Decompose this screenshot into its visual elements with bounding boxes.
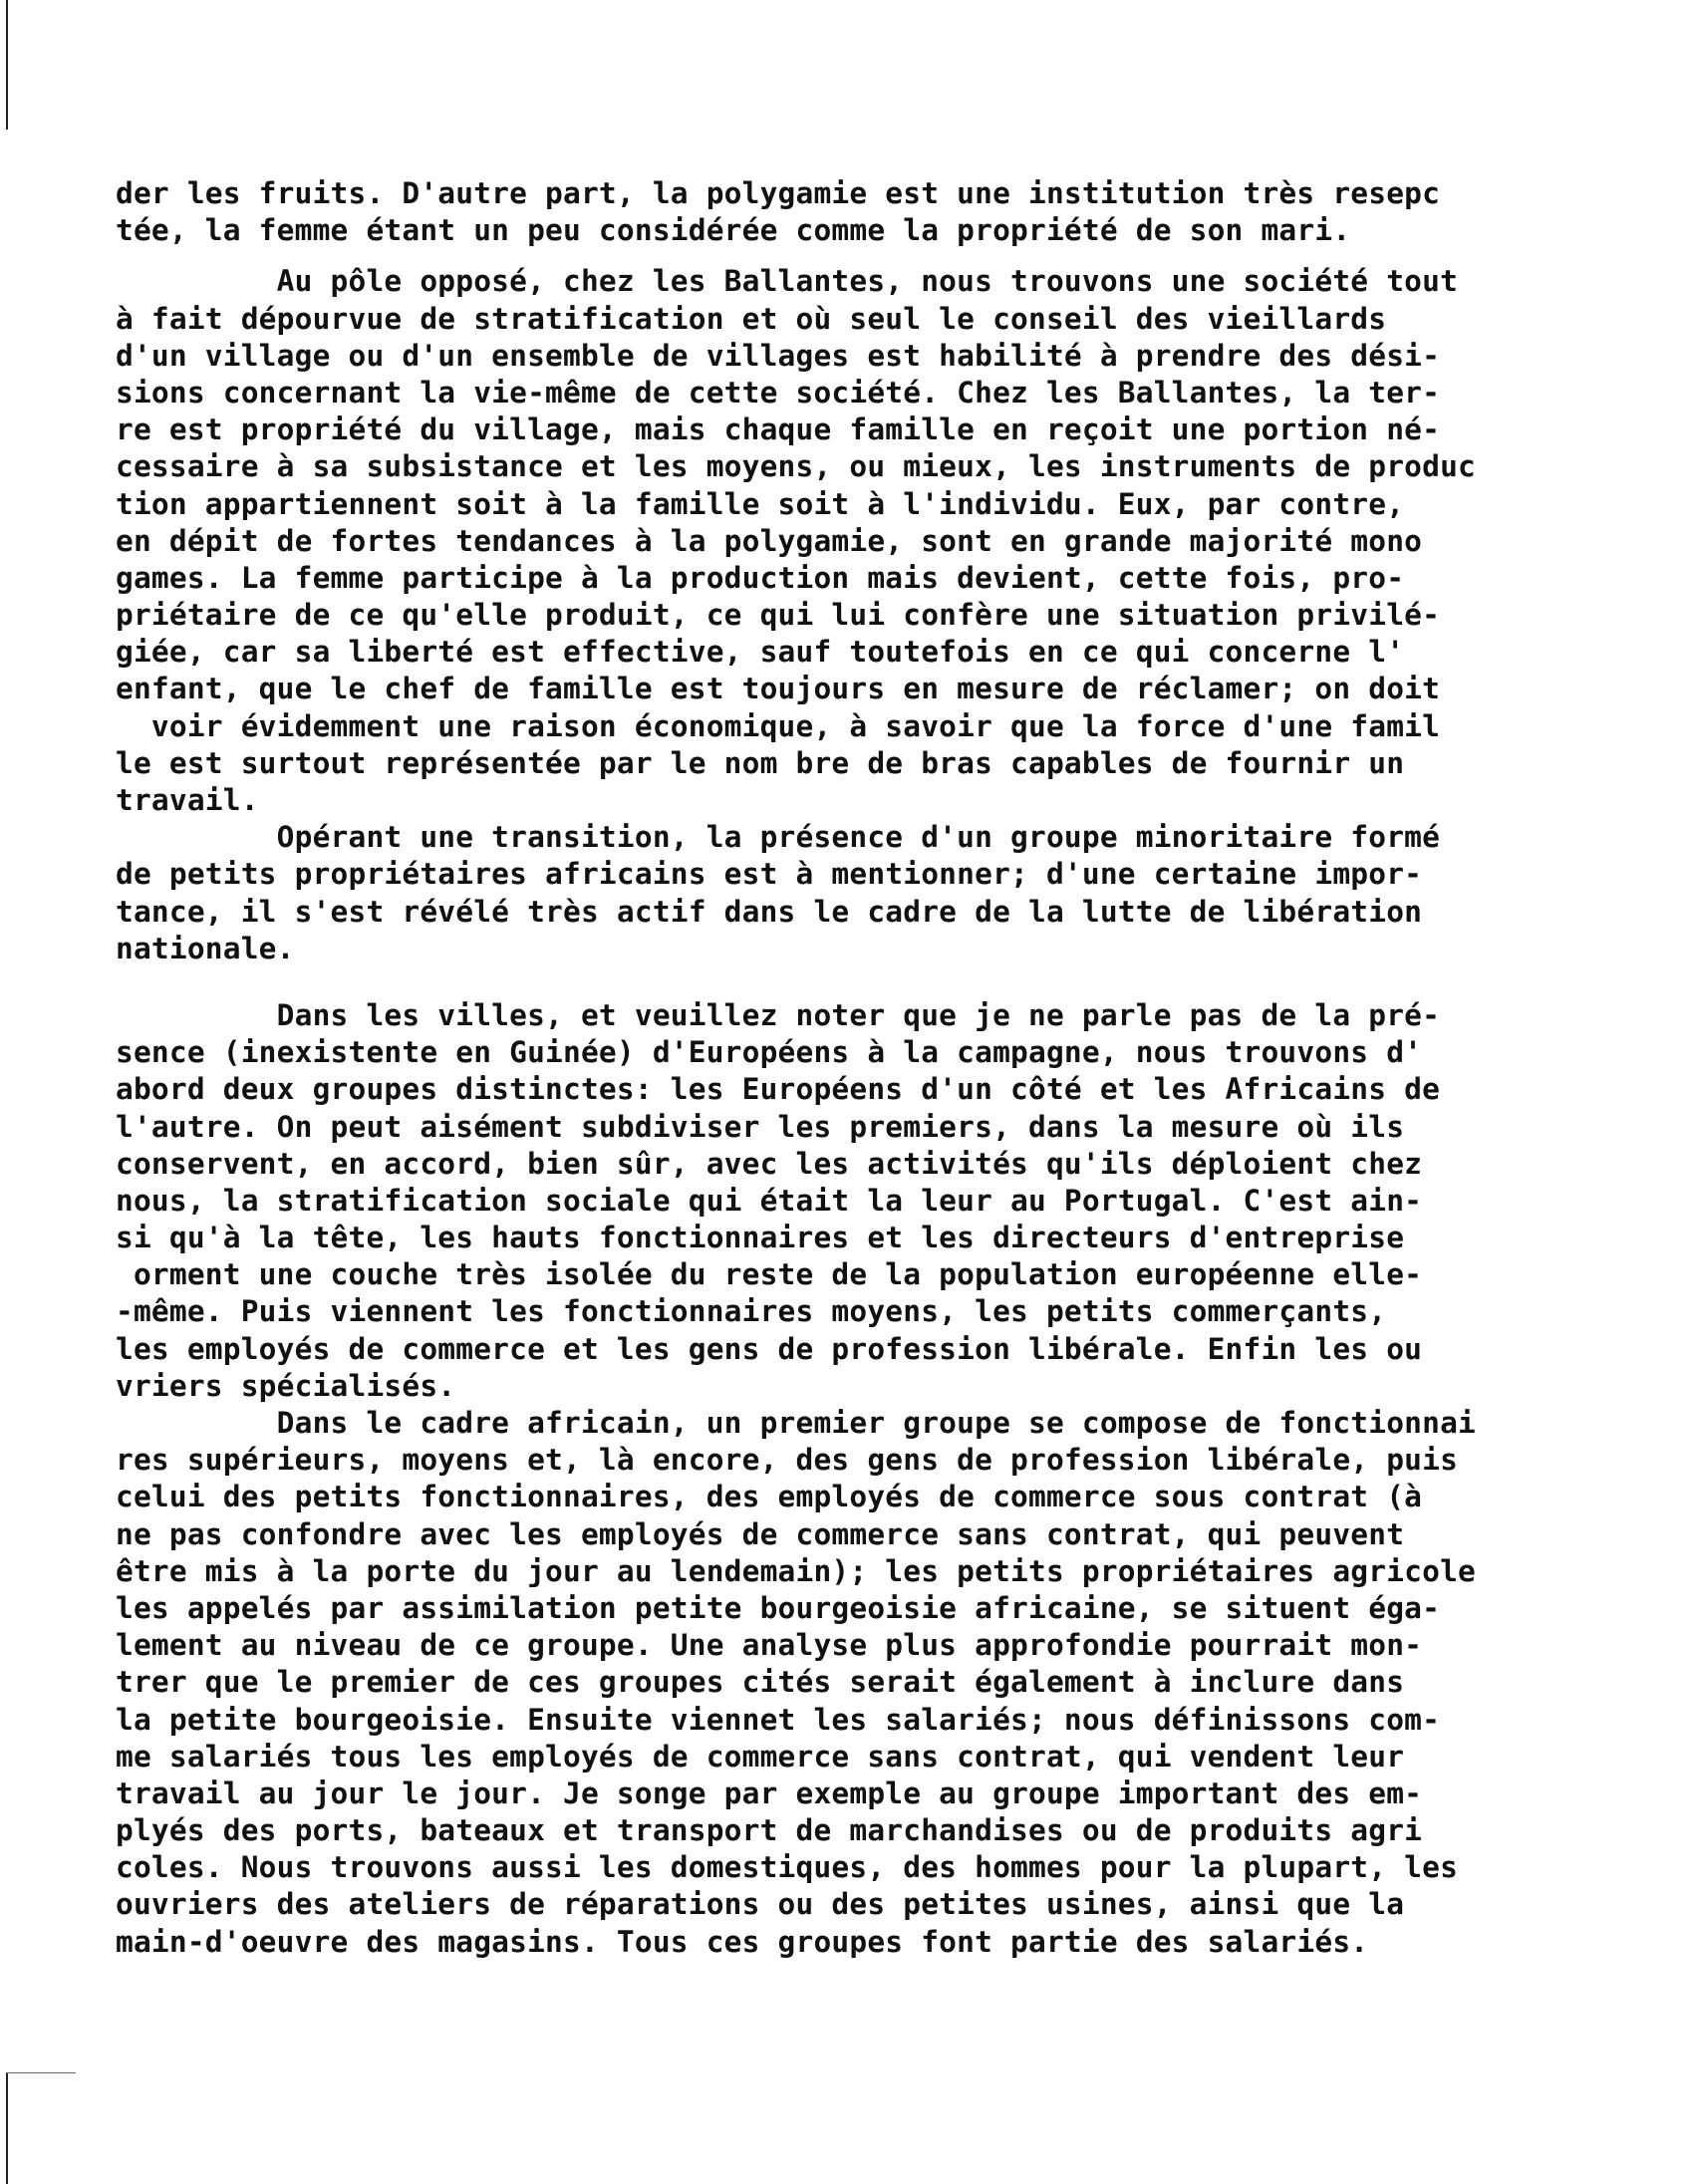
text-line: nous, la stratification sociale qui était la leur au Portugal. C'est ain- xyxy=(116,1183,1423,1218)
document-body xyxy=(116,175,1670,1961)
text-line: l'autre. On peut aisément subdiviser les premiers, dans la mesure où ils xyxy=(116,1109,1405,1144)
text-line: vriers spécialisés. xyxy=(116,1368,456,1403)
text-line: cessaire à sa subsistance et les moyens, ou mieux, les instruments de produc xyxy=(116,449,1476,484)
text-line: de petits propriétaires africains est à mentionner; d'une certaine impor- xyxy=(116,857,1423,892)
text-line: Dans le cadre africain, un premier groupe se compose de fonctionnai xyxy=(116,1406,1476,1440)
text-line: sions concernant la vie-même de cette société. Chez les Ballantes, la ter- xyxy=(116,375,1441,410)
paragraph-3 xyxy=(116,819,1670,967)
text-line: la petite bourgeoisie. Ensuite viennet les salariés; nous définissons com- xyxy=(116,1702,1441,1737)
paragraph-5 xyxy=(116,1405,1670,1961)
text-line: abord deux groupes distinctes: les Européens d'un côté et les Africains de xyxy=(116,1072,1441,1107)
text-line: priétaire de ce qu'elle produit, ce qui lui confère une situation privilé- xyxy=(116,598,1441,633)
text-line: si qu'à la tête, les hauts fonctionnaires et les directeurs d'entreprise xyxy=(116,1221,1405,1255)
text-line: voir évidemment une raison économique, à savoir que la force d'une famil xyxy=(116,708,1441,743)
text-line: nationale. xyxy=(116,931,295,965)
text-line: enfant, que le chef de famille est toujours en mesure de réclamer; on doit xyxy=(116,672,1441,706)
scan-left-edge-mark-top xyxy=(6,0,8,130)
text-line: ouvriers des ateliers de réparations ou des petites usines, ainsi que la xyxy=(116,1887,1405,1922)
text-line: d'un village ou d'un ensemble de villages est habilité à prendre des dési- xyxy=(116,338,1441,373)
text-line: re est propriété du village, mais chaque famille en reçoit une portion né- xyxy=(116,412,1441,447)
text-line: orment une couche très isolée du reste de la population européenne elle- xyxy=(116,1257,1423,1292)
text-line: giée, car sa liberté est effective, sauf toutefois en ce qui concerne l' xyxy=(116,635,1405,670)
text-line: main-d'oeuvre des magasins. Tous ces groupes font partie des salariés. xyxy=(116,1924,1369,1959)
text-line: travail. xyxy=(116,783,259,817)
paragraph-4 xyxy=(116,997,1670,1405)
text-line: tion appartiennent soit à la famille soit à l'individu. Eux, par contre, xyxy=(116,486,1405,521)
text-line: le est surtout représentée par le nom bre de bras capables de fournir un xyxy=(116,745,1405,780)
text-line: games. La femme participe à la production mais devient, cette fois, pro- xyxy=(116,560,1405,595)
text-line: lement au niveau de ce groupe. Une analyse plus approfondie pourrait mon- xyxy=(116,1628,1423,1663)
text-line: coles. Nous trouvons aussi les domestiques, des hommes pour la plupart, les xyxy=(116,1850,1459,1885)
text-line: res supérieurs, moyens et, là encore, des gens de profession libérale, puis xyxy=(116,1443,1459,1478)
text-line: être mis à la porte du jour au lendemain); les petits propriétaires agricole xyxy=(116,1553,1476,1588)
paragraph-2 xyxy=(116,263,1670,819)
text-line: -même. Puis viennent les fonctionnaires moyens, les petits commerçants, xyxy=(116,1294,1387,1329)
text-line: les appelés par assimilation petite bourgeoisie africaine, se situent éga- xyxy=(116,1590,1441,1625)
text-line: me salariés tous les employés de commerce sans contrat, qui vendent leur xyxy=(116,1739,1405,1774)
text-line: ne pas confondre avec les employés de commerce sans contrat, qui peuvent xyxy=(116,1516,1405,1551)
text-line: sence (inexistente en Guinée) d'Européens à la campagne, nous trouvons d' xyxy=(116,1035,1423,1070)
text-line: tée, la femme étant un peu considérée comme la propriété de son mari. xyxy=(116,213,1351,248)
text-line: Opérant une transition, la présence d'un groupe minoritaire formé xyxy=(116,820,1441,855)
text-line: der les fruits. D'autre part, la polygamie est une institution très resepc xyxy=(116,176,1441,210)
text-line: travail au jour le jour. Je songe par exemple au groupe important des em- xyxy=(116,1775,1423,1810)
text-line: les employés de commerce et les gens de profession libérale. Enfin les ou xyxy=(116,1331,1423,1366)
scan-left-edge-mark-bottom xyxy=(6,2072,8,2184)
text-line: plyés des ports, bateaux et transport de marchandises ou de produits agri xyxy=(116,1813,1423,1848)
text-line: celui des petits fonctionnaires, des employés de commerce sous contrat (à xyxy=(116,1480,1423,1514)
text-line: Au pôle opposé, chez les Ballantes, nous trouvons une société tout xyxy=(116,264,1459,299)
text-line: tance, il s'est révélé très actif dans le cadre de la lutte de libération xyxy=(116,894,1423,929)
text-line: trer que le premier de ces groupes cités serait également à inclure dans xyxy=(116,1665,1405,1700)
scan-bottom-rule xyxy=(6,2072,76,2073)
text-line: à fait dépourvue de stratification et où seul le conseil des vieillards xyxy=(116,301,1387,336)
text-line: Dans les villes, et veuillez noter que je ne parle pas de la pré- xyxy=(116,997,1441,1032)
text-line: conservent, en accord, bien sûr, avec les activités qu'ils déploient chez xyxy=(116,1146,1423,1181)
text-line: en dépit de fortes tendances à la polygamie, sont en grande majorité mono xyxy=(116,523,1423,558)
paragraph-1 xyxy=(116,175,1670,249)
